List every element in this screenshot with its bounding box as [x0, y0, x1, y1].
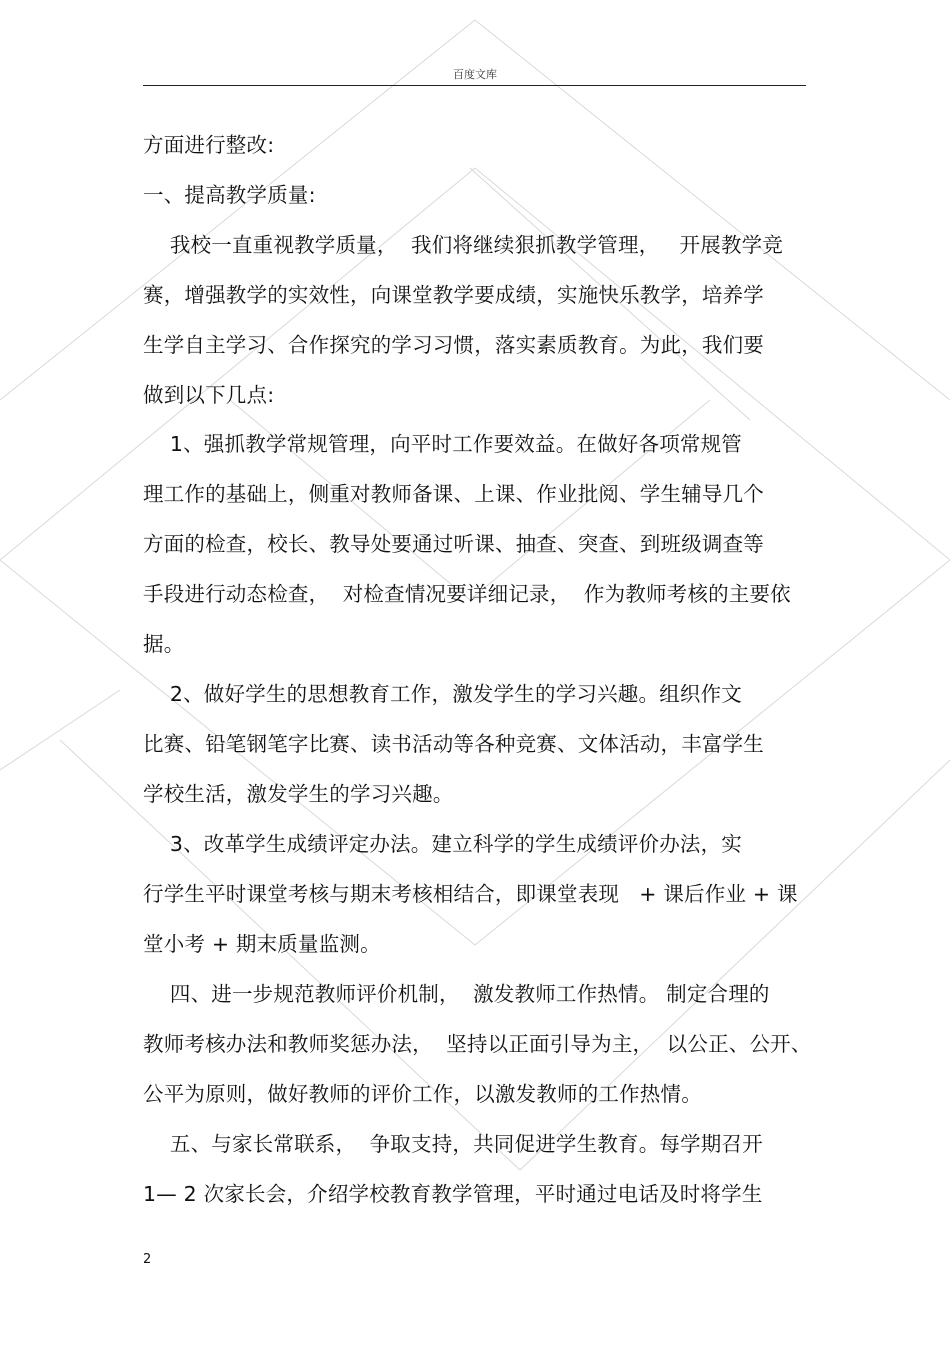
- text-line: 堂小考 + 期末质量监测。: [143, 932, 381, 956]
- text-line: 行学生平时课堂考核与期末考核相结合，即课堂表现 + 课后作业 + 课: [143, 882, 798, 906]
- header-title: 百度文库: [453, 68, 497, 81]
- text-line: 手段进行动态检查， 对检查情况要详细记录， 作为教师考核的主要依: [143, 582, 791, 606]
- header-divider: [143, 85, 806, 86]
- text-line: 学校生活，激发学生的学习兴趣。: [143, 782, 454, 806]
- text-line: 理工作的基础上，侧重对教师备课、上课、作业批阅、学生辅导几个: [143, 482, 764, 506]
- text-line: 五、与家长常联系， 争取支持，共同促进学生教育。每学期召开: [143, 1132, 763, 1156]
- page-number: 2: [143, 1252, 152, 1267]
- text-line: 3、改革学生成绩评定办法。建立科学的学生成绩评价办法，实: [143, 832, 743, 856]
- text-line: 1— 2 次家长会，介绍学校教育教学管理，平时通过电话及时将学生: [143, 1182, 763, 1206]
- text-line: 生学自主学习、合作探究的学习习惯，落实素质教育。为此，我们要: [143, 333, 764, 357]
- text-line: 方面的检查，校长、教导处要通过听课、抽查、突查、到班级调查等: [143, 532, 764, 556]
- text-line: 公平为原则，做好教师的评价工作，以激发教师的工作热情。: [143, 1082, 702, 1106]
- text-line: 方面进行整改:: [143, 133, 275, 157]
- text-line: 四、进一步规范教师评价机制， 激发教师工作热情。 制定合理的: [143, 982, 770, 1006]
- text-line: 2、做好学生的思想教育工作，激发学生的学习兴趣。组织作文: [143, 682, 743, 706]
- text-line: 做到以下几点:: [143, 383, 275, 407]
- text-line: 我校一直重视教学质量， 我们将继续狠抓教学管理， 开展教学竞: [143, 233, 784, 257]
- text-line: 1、强抓教学常规管理，向平时工作要效益。在做好各项常规管: [143, 432, 743, 456]
- text-line: 比赛、铅笔钢笔字比赛、读书活动等各种竞赛、文体活动，丰富学生: [143, 732, 764, 756]
- text-line: 据。: [143, 632, 185, 656]
- text-line: 教师考核办法和教师奖惩办法， 坚持以正面引导为主， 以公正、公开、: [143, 1032, 812, 1056]
- text-line: 赛，增强教学的实效性，向课堂教学要成绩，实施快乐教学，培养学: [143, 283, 764, 307]
- text-line: 一、提高教学质量:: [143, 183, 316, 207]
